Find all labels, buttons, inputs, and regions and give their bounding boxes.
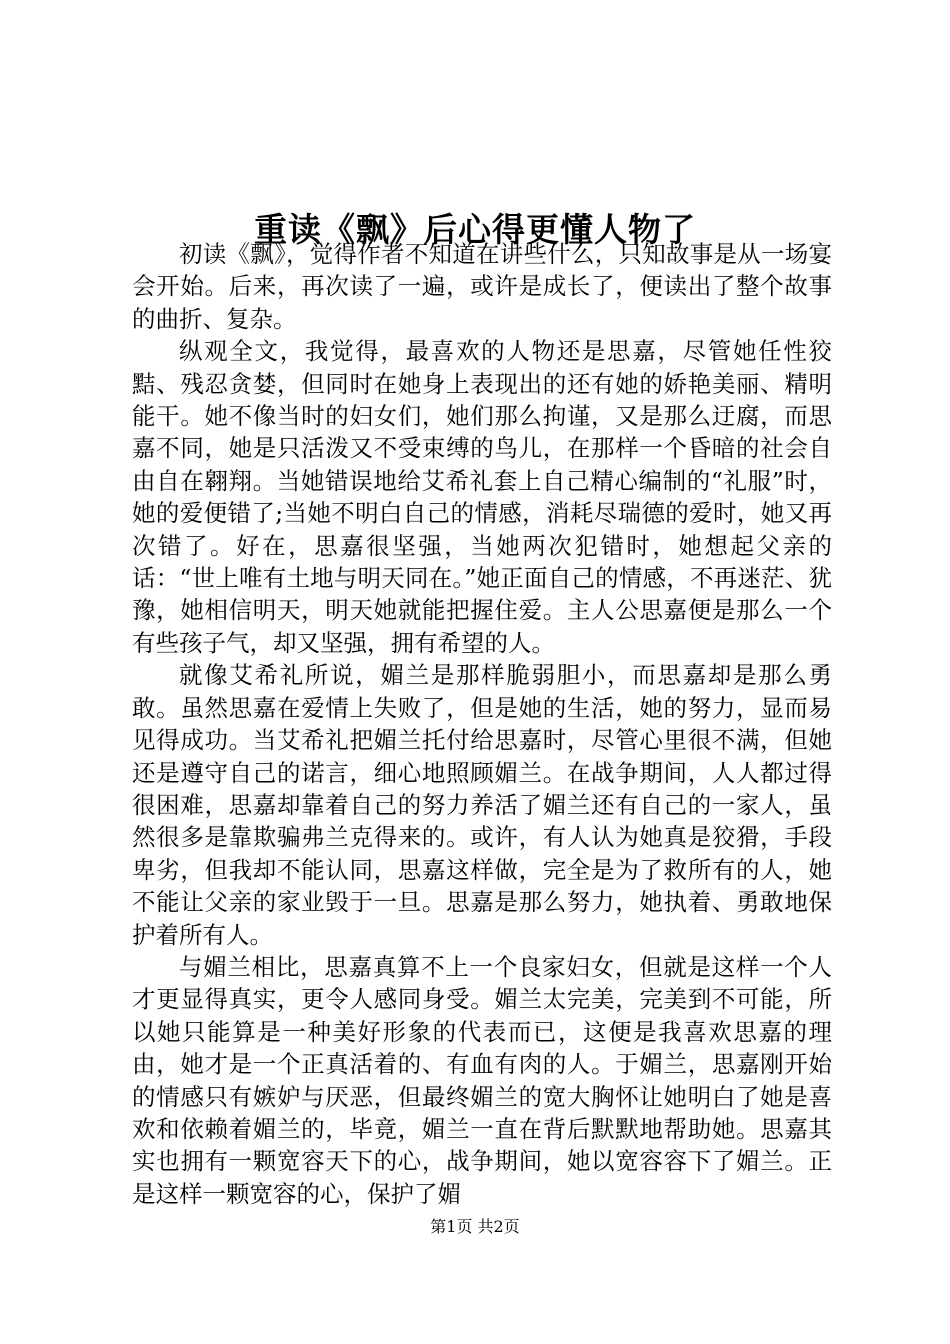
paragraph-4: 与媚兰相比，思嘉真算不上一个良家妇女，但就是这样一个人才更显得真实，更令人感同身受。媚兰太完美，完美到不可能，所以她只能算是一种美好形象的代表而已，这便是我喜欢思嘉的理由，她才是一个正真活着的、有血有肉的人。于媚兰，思嘉刚开始的情感只有嫉妒与厌恶，但最终媚兰的宽大胸怀让她明白了她是喜欢和依赖着媚兰的，毕竟，媚兰一直在背后默默地帮助她。思嘉其实也拥有一颗宽容天下的心，战争期间，她以宽容容下了媚兰。正是这样一颗宽容的心，保护了媚 bbox=[132, 952, 832, 1208]
document-body bbox=[132, 238, 832, 1210]
paragraph-2: 纵观全文，我觉得，最喜欢的人物还是思嘉，尽管她任性狡黠、残忍贪婪，但同时在她身上表现出的还有她的娇艳美丽、精明能干。她不像当时的妇女们，她们那么拘谨，又是那么迂腐，而思嘉不同，她是只活泼又不受束缚的鸟儿，在那样一个昏暗的社会自由自在翱翔。当她错误地给艾希礼套上自己精心编制的“礼服”时，她的爱便错了;当她不明白自己的情感，消耗尽瑞德的爱时，她又再次错了。好在，思嘉很坚强，当她两次犯错时，她想起父亲的话：“世上唯有土地与明天同在。”她正面自己的情感，不再迷茫、犹豫，她相信明天，明天她就能把握住爱。主人公思嘉便是那么一个有些孩子气，却又坚强，拥有希望的人。 bbox=[132, 337, 832, 657]
paragraph-1: 初读《飘》，觉得作者不知道在讲些什么，只知故事是从一场宴会开始。后来，再次读了一遍，或许是成长了，便读出了整个故事的曲折、复杂。 bbox=[132, 240, 832, 333]
paragraph-3: 就像艾希礼所说，媚兰是那样脆弱胆小，而思嘉却是那么勇敢。虽然思嘉在爱情上失败了，但是她的生活，她的努力，显而易见得成功。当艾希礼把媚兰托付给思嘉时，尽管心里很不满，但她还是遵守自己的诺言，细心地照顾媚兰。在战争期间，人人都过得很困难，思嘉却靠着自己的努力养活了媚兰还有自己的一家人，虽然很多是靠欺骗弗兰克得来的。或许，有人认为她真是狡猾，手段卑劣，但我却不能认同，思嘉这样做，完全是为了救所有的人，她不能让父亲的家业毁于一旦。思嘉是那么努力，她执着、勇敢地保护着所有人。 bbox=[132, 661, 832, 949]
document-title: 重读《飘》后心得更懂人物了 bbox=[254, 210, 696, 250]
page-number-footer: 第1页 共2页 bbox=[430, 1217, 520, 1236]
